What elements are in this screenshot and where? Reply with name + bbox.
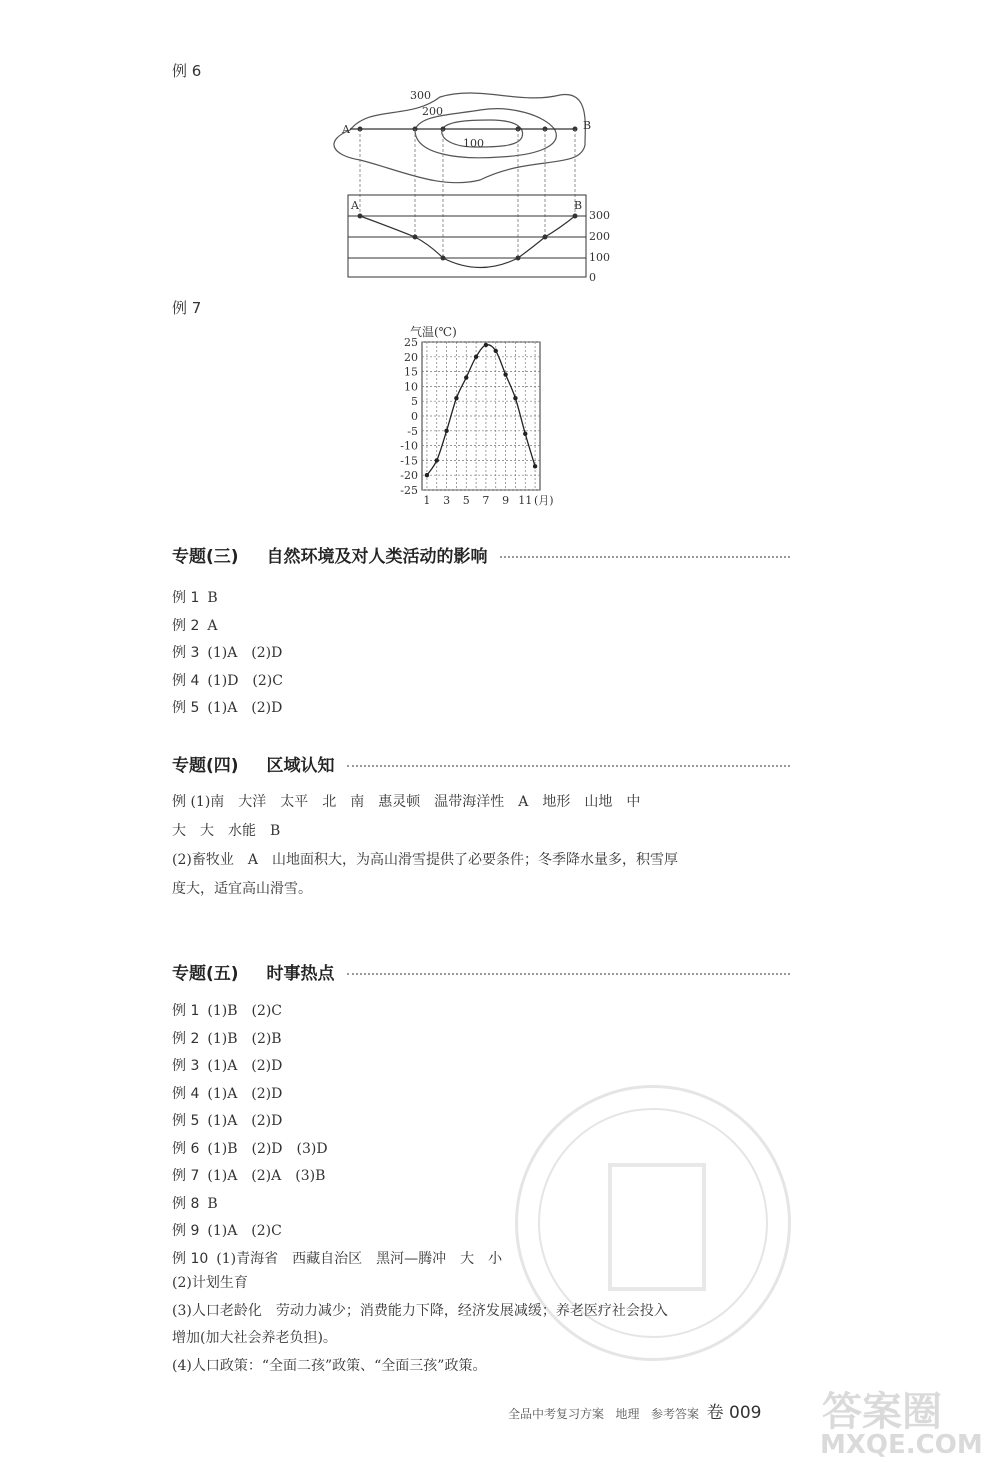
section-3-subtitle: 自然环境及对人类活动的影响 <box>266 547 488 567</box>
section-3-header <box>172 542 790 567</box>
answer-row: 例 5 (1)A (2)D <box>172 1113 283 1129</box>
section-4-subtitle: 区域认知 <box>266 756 335 776</box>
section-3-title: 专题(三) <box>172 547 239 567</box>
y-tick-label: 20 <box>404 350 418 364</box>
figure-6-contour-diagram <box>330 85 630 290</box>
contour-label: 100 <box>463 137 484 150</box>
answer-row: 例 2 A <box>172 617 218 634</box>
data-point <box>444 429 448 433</box>
x-tick-label: 9 <box>502 494 510 507</box>
data-point <box>474 355 478 359</box>
answer-row: 例 6 (1)B (2)D (3)D <box>172 1140 328 1157</box>
x-tick-label: 5 <box>462 494 470 507</box>
page-footer <box>508 1398 761 1423</box>
watermark-logo: 答案圈 <box>822 1389 942 1435</box>
figure-6-label: 例 6 <box>172 62 202 80</box>
profile-a-label: A <box>351 199 359 212</box>
profile-tick: 0 <box>589 271 596 284</box>
y-tick-label: -5 <box>407 424 418 438</box>
data-point <box>454 396 458 400</box>
section-5-header <box>172 959 790 984</box>
point-b-label: B <box>583 119 592 132</box>
footer-answers: 参考答案 <box>650 1407 699 1421</box>
temperature-chart <box>390 320 580 515</box>
figure-7-label: 例 7 <box>172 299 202 317</box>
data-point <box>435 458 439 462</box>
section-4-title: 专题(四) <box>172 756 239 776</box>
section-4-answer <box>172 788 812 904</box>
profile-tick: 300 <box>589 209 610 222</box>
divider <box>500 556 790 558</box>
section-3-answers <box>172 587 283 725</box>
x-tick-label: 1 <box>423 494 431 507</box>
y-tick-label: -10 <box>400 439 418 453</box>
x-tick-label: 3 <box>443 494 451 507</box>
y-tick-label: 0 <box>411 410 418 423</box>
y-tick-label: -25 <box>400 484 418 497</box>
footer-subject: 地理 <box>615 1407 640 1421</box>
answer-row: 例 3 (1)A (2)D <box>172 645 283 661</box>
answer-line: (3)人口老龄化 劳动力减少；消费能力下降，经济发展减缓；养老医疗社会投入 <box>172 1302 668 1319</box>
page-number: 卷 009 <box>706 1403 762 1423</box>
watermark-site: MXQE.COM <box>820 1430 983 1460</box>
x-tick-label: 11 <box>518 494 533 507</box>
x-tick-label: 7 <box>482 494 490 507</box>
section-5-extra <box>172 1270 812 1380</box>
data-point <box>494 349 498 353</box>
chart-xunit: (月) <box>534 494 554 507</box>
answer-row: 例 2 (1)B (2)B <box>172 1030 282 1047</box>
answer-line: (2)畜牧业 A 山地面积大，为高山滑雪提供了必要条件；冬季降水量多，积雪厚 <box>172 852 678 868</box>
divider <box>347 765 790 767</box>
answer-row: 例 4 (1)D (2)C <box>172 672 283 689</box>
section-5-title: 专题(五) <box>172 964 239 984</box>
data-point <box>425 473 429 477</box>
data-point <box>503 372 507 376</box>
profile-tick: 100 <box>589 251 610 264</box>
y-tick-label: 15 <box>404 365 418 379</box>
y-tick-label: -15 <box>400 454 418 468</box>
section-4-header <box>172 751 790 776</box>
data-point <box>464 375 468 379</box>
data-point <box>513 396 517 400</box>
chart-ylabel: 气温(℃) <box>410 325 457 339</box>
y-tick-label: 10 <box>404 380 418 394</box>
point-a-label: A <box>342 123 350 136</box>
answer-row: 例 9 (1)A (2)C <box>172 1223 282 1239</box>
contour-label: 300 <box>410 89 431 102</box>
answer-row: 例 1 B <box>172 590 218 606</box>
divider <box>347 973 790 975</box>
profile-b-label: B <box>574 199 583 212</box>
y-tick-label: 25 <box>404 336 418 349</box>
footer-book: 全品中考复习方案 <box>508 1407 605 1421</box>
y-tick-label: 5 <box>411 395 418 409</box>
answer-line: 例 (1)南 大洋 太平 北 南 惠灵顿 温带海洋性 A 地形 山地 中 <box>172 794 641 810</box>
answer-line: 大 大 水能 B <box>172 823 281 839</box>
y-tick-label: -20 <box>400 469 418 483</box>
answer-row: 例 4 (1)A (2)D <box>172 1085 283 1102</box>
answer-line: 度大，适宜高山滑雪。 <box>172 881 312 897</box>
answer-line: 增加(加大社会养老负担)。 <box>172 1330 337 1346</box>
answer-line: (2)计划生育 <box>172 1275 248 1291</box>
answer-row: 例 7 (1)A (2)A (3)B <box>172 1168 326 1184</box>
temperature-line <box>427 345 535 475</box>
answer-row: 例 10 (1)青海省 西藏自治区 黑河—腾冲 大 小 <box>172 1250 503 1267</box>
section-5-answers <box>172 1000 502 1275</box>
answer-line: (4)人口政策：“全面二孩”政策、“全面三孩”政策。 <box>172 1357 487 1374</box>
answer-row: 例 3 (1)A (2)D <box>172 1058 283 1074</box>
data-point <box>523 432 527 436</box>
profile-tick: 200 <box>589 230 610 243</box>
answer-row: 例 5 (1)A (2)D <box>172 700 283 716</box>
data-point <box>533 464 537 468</box>
answer-row: 例 8 B <box>172 1195 218 1212</box>
answer-row: 例 1 (1)B (2)C <box>172 1003 283 1019</box>
section-5-subtitle: 时事热点 <box>266 964 335 984</box>
data-point <box>484 343 488 347</box>
contour-label: 200 <box>422 105 443 118</box>
